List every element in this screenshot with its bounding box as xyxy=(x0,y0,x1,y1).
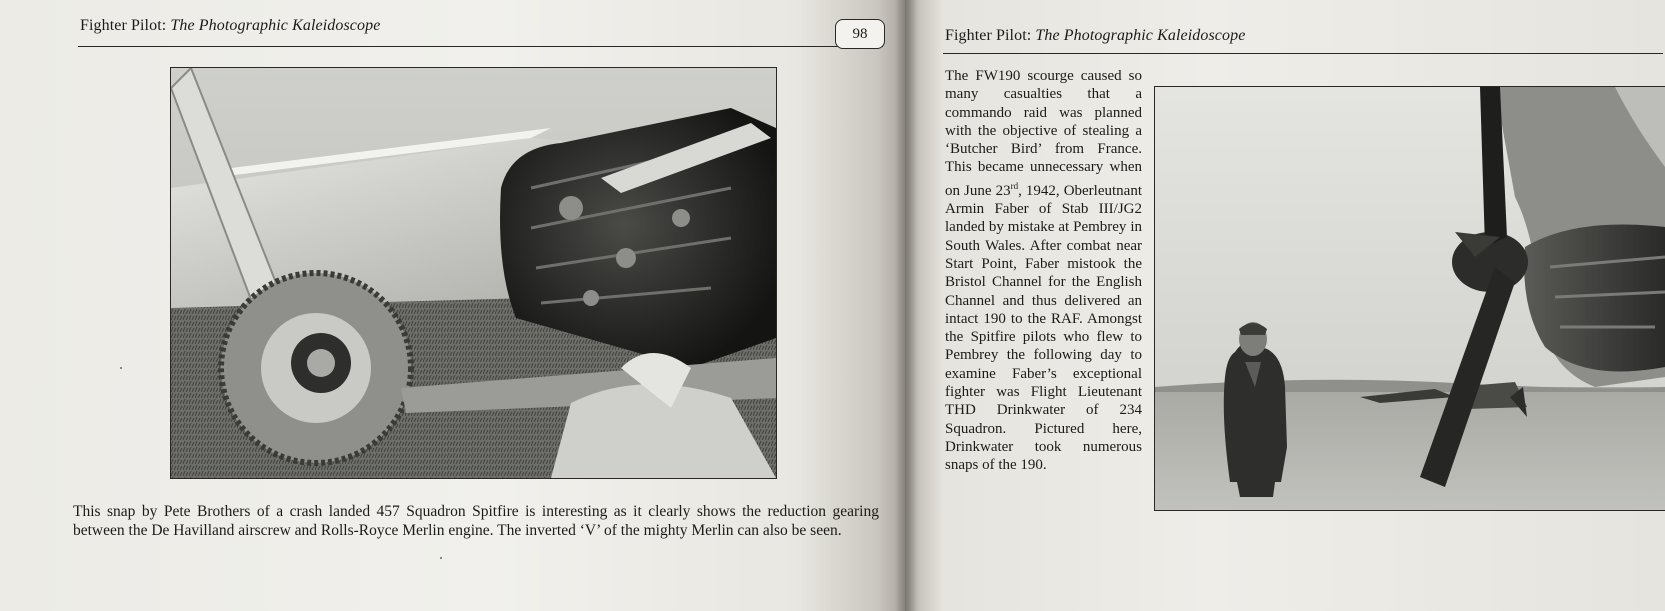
crashed-spitfire-photo xyxy=(170,67,777,479)
right-header-rule xyxy=(943,53,1663,54)
left-header-rule xyxy=(78,46,883,47)
ordinal-suffix: rd xyxy=(1010,180,1019,191)
photo-caption: This snap by Pete Brothers of a crash landed 457 Squadron Spitfire is interesting as it clearly shows the reduction gearing between the De Havilland airscrew and Rolls-Royce Merlin engine. The inverted ‘V’ of the mighty Merlin can also be seen. xyxy=(73,503,879,539)
body-text xyxy=(945,67,1142,475)
page-number: 98 xyxy=(835,19,885,49)
body-text-part-1: The FW190 scourge caused so many casualties that a commando raid was planned with the objective of stealing a ‘Butcher Bird’ from France. This became unnecessary when on June 23 xyxy=(945,68,1142,199)
right-page xyxy=(905,0,1665,611)
left-header-prefix: Fighter Pilot: xyxy=(80,17,171,34)
body-text-part-2: , 1942, Oberleutnant Armin Faber of Stab III/JG2 landed by mistake at Pembrey in South Wales. After combat near Start Point, Faber mistook the Bristol Channel for the English Channel and thus delivered an intact 190 to the RAF. Amongst the Spitfire pilots who flew to Pembrey the following day to examine Faber’s exceptional fighter was Flight Lieutenant THD Drinkwater of 234 Squadron. Pictured here, Drinkwater took numerous snaps of the 190. xyxy=(945,182,1142,474)
right-header-prefix: Fighter Pilot: xyxy=(945,27,1036,44)
speck xyxy=(440,557,442,559)
left-running-header xyxy=(80,17,380,35)
pilot-with-fw190-photo xyxy=(1154,86,1665,511)
right-running-header xyxy=(945,27,1245,45)
left-header-title: The Photographic Kaleidoscope xyxy=(170,17,381,34)
book-gutter xyxy=(895,0,917,611)
pilot-with-fw190-image xyxy=(1155,87,1665,510)
crashed-spitfire-image xyxy=(171,68,776,478)
right-header-title: The Photographic Kaleidoscope xyxy=(1035,27,1246,44)
speck xyxy=(120,367,122,369)
